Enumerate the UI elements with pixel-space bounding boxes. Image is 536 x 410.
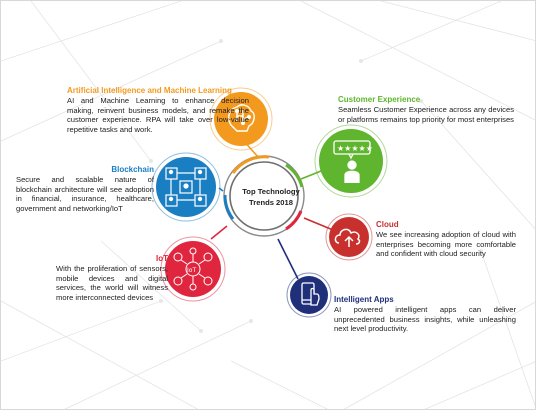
- node-blockchain: [152, 153, 220, 221]
- svg-text:★★★★★: ★★★★★: [337, 144, 373, 153]
- node-iot: [161, 237, 225, 301]
- blockchain-description: Secure and scalable nature of blockchain architecture will see adoption in financial, insurance, healthcare, government and networking/IoT: [16, 175, 154, 213]
- ai-text-block: [67, 85, 249, 134]
- iot-title: IoT: [156, 254, 168, 263]
- connector-iot: [211, 226, 227, 239]
- cx-description: Seamless Customer Experience across any devices or platforms remains top priority for most enterprises: [338, 105, 514, 124]
- connector-cloud: [304, 218, 333, 230]
- node-apps: [287, 273, 331, 317]
- apps-title: Intelligent Apps: [334, 295, 394, 304]
- ai-title: Artificial Intelligence and Machine Learning: [67, 86, 232, 95]
- blockchain-title: Blockchain: [111, 165, 154, 174]
- iot-description: With the proliferation of sensors, mobile devices and digital services, the world will witness more interconnected devices: [56, 264, 168, 302]
- svg-text:IoT: IoT: [187, 267, 197, 274]
- cloud-description: We see increasing adoption of cloud with enterprises becoming more comfortable and confident with cloud security: [376, 230, 516, 259]
- ai-description: AI and Machine Learning to enhance decision making, reinvent business models, and remake the customer experience. RPA will take over low-value repetitive tasks and work.: [67, 96, 249, 134]
- hub-title-line1: Top Technology: [242, 187, 300, 196]
- apps-description: AI powered intelligent apps can deliver unprecedented business insights, while unleashing next level productivity.: [334, 305, 516, 334]
- node-cloud: [326, 214, 372, 260]
- blockchain-text-block: [16, 164, 154, 213]
- cx-text-block: [338, 94, 514, 124]
- iot-text-block: [56, 253, 168, 302]
- cloud-text-block: [376, 219, 516, 259]
- hub-title-line2: Trends 2018: [249, 198, 293, 207]
- apps-text-block: [334, 294, 516, 334]
- node-cx: [315, 125, 387, 197]
- cloud-title: Cloud: [376, 220, 399, 229]
- cx-title: Customer Experience: [338, 95, 421, 104]
- hub-title: [231, 186, 311, 208]
- connector-apps: [278, 239, 298, 279]
